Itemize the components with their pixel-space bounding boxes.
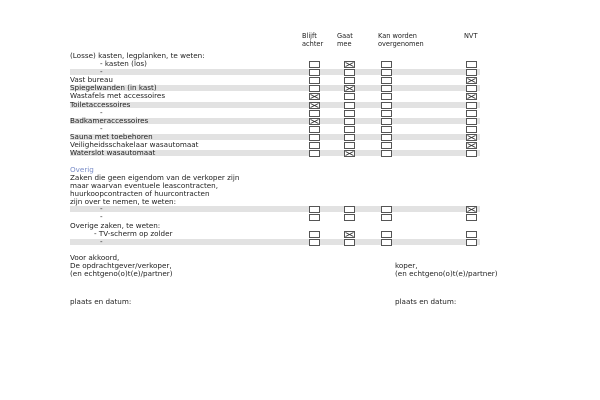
checkbox-gaat-mee[interactable] <box>344 239 355 246</box>
row-label: Waterslot wasautomaat <box>70 148 156 158</box>
checkbox-kan-worden-overgenomen[interactable] <box>381 93 392 100</box>
checkbox-blijft-achter[interactable] <box>309 150 320 157</box>
checkbox-nvt[interactable] <box>466 231 477 238</box>
cross-mark-icon <box>310 94 319 99</box>
place-date-right: plaats en datum: <box>395 297 457 306</box>
seller-partner-label: (en echtgeno(o)t(e)/partner) <box>70 269 173 278</box>
checkbox-nvt[interactable] <box>466 126 477 133</box>
row-label: Wastafels met accessoires <box>70 91 166 101</box>
cross-mark-icon <box>467 143 476 148</box>
row-label: - <box>100 67 103 77</box>
checkbox-gaat-mee[interactable] <box>344 150 355 157</box>
column-header-blijft-achter: Blijft achter <box>302 32 324 48</box>
checkbox-gaat-mee[interactable] <box>344 61 355 68</box>
cross-mark-icon <box>345 232 354 237</box>
checkbox-kan-worden-overgenomen[interactable] <box>381 85 392 92</box>
checkbox-gaat-mee[interactable] <box>344 69 355 76</box>
row-label: Badkameraccessoires <box>70 115 149 125</box>
checkbox-blijft-achter[interactable] <box>309 126 320 133</box>
checkbox-kan-worden-overgenomen[interactable] <box>381 142 392 149</box>
checkbox-kan-worden-overgenomen[interactable] <box>381 77 392 84</box>
agree-text: Voor akkoord, <box>70 253 120 262</box>
checkbox-nvt[interactable] <box>466 69 477 76</box>
cross-mark-icon <box>345 62 354 67</box>
checkbox-gaat-mee[interactable] <box>344 102 355 109</box>
checkbox-blijft-achter[interactable] <box>309 93 320 100</box>
row-shading <box>70 239 480 245</box>
checkbox-kan-worden-overgenomen[interactable] <box>381 134 392 141</box>
checkbox-kan-worden-overgenomen[interactable] <box>381 231 392 238</box>
seller-label: De opdrachtgever/verkoper, <box>70 261 172 270</box>
column-header-gaat-mee: Gaat mee <box>337 32 353 48</box>
place-date-left: plaats en datum: <box>70 297 132 306</box>
checkbox-blijft-achter[interactable] <box>309 206 320 213</box>
checkbox-nvt[interactable] <box>466 239 477 246</box>
row-label: Veiligheidsschakelaar wasautomaat <box>70 140 199 149</box>
checkbox-blijft-achter[interactable] <box>309 77 320 84</box>
column-header-kan-worden-overgenomen: Kan worden overgenomen <box>378 32 424 48</box>
checkbox-gaat-mee[interactable] <box>344 231 355 238</box>
buyer-partner-label: (en echtgeno(o)t(e)/partner) <box>395 269 498 278</box>
checkbox-gaat-mee[interactable] <box>344 134 355 141</box>
section-heading-overige-zaken: Overige zaken, te weten: <box>70 221 161 230</box>
checkbox-blijft-achter[interactable] <box>309 102 320 109</box>
checkbox-kan-worden-overgenomen[interactable] <box>381 102 392 109</box>
overig-paragraph-line-3: huurkoopcontracten of huurcontracten <box>70 189 210 198</box>
cross-mark-icon <box>467 78 476 83</box>
checkbox-kan-worden-overgenomen[interactable] <box>381 69 392 76</box>
checkbox-kan-worden-overgenomen[interactable] <box>381 206 392 213</box>
row-shading <box>70 99 480 109</box>
checkbox-kan-worden-overgenomen[interactable] <box>381 150 392 157</box>
checkbox-gaat-mee[interactable] <box>344 110 355 117</box>
checkbox-blijft-achter[interactable] <box>309 69 320 76</box>
cross-mark-icon <box>345 86 354 91</box>
overig-paragraph-line-2: maar waarvan eventuele leascontracten, <box>70 181 219 190</box>
checkbox-kan-worden-overgenomen[interactable] <box>381 126 392 133</box>
checkbox-gaat-mee[interactable] <box>344 85 355 92</box>
checkbox-gaat-mee[interactable] <box>344 93 355 100</box>
checkbox-blijft-achter[interactable] <box>309 142 320 149</box>
checkbox-nvt[interactable] <box>466 85 477 92</box>
checkbox-kan-worden-overgenomen[interactable] <box>381 214 392 221</box>
checkbox-gaat-mee[interactable] <box>344 142 355 149</box>
row-label: - TV-scherm op zolder <box>94 229 173 238</box>
checkbox-kan-worden-overgenomen[interactable] <box>381 110 392 117</box>
row-label: - <box>100 212 103 221</box>
cross-mark-icon <box>310 103 319 108</box>
overig-paragraph-line-1: Zaken die geen eigendom van de verkoper zijn <box>70 173 240 182</box>
checkbox-nvt[interactable] <box>466 61 477 68</box>
row-label: Spiegelwanden (in kast) <box>70 83 157 93</box>
checkbox-nvt[interactable] <box>466 110 477 117</box>
checkbox-blijft-achter[interactable] <box>309 231 320 238</box>
checkbox-gaat-mee[interactable] <box>344 118 355 125</box>
checkbox-nvt[interactable] <box>466 134 477 141</box>
row-label: Toiletaccessoires <box>70 99 131 109</box>
checkbox-blijft-achter[interactable] <box>309 110 320 117</box>
cross-mark-icon <box>345 151 354 156</box>
checkbox-blijft-achter[interactable] <box>309 134 320 141</box>
row-label: - <box>100 237 103 246</box>
checkbox-nvt[interactable] <box>466 206 477 213</box>
checkbox-nvt[interactable] <box>466 102 477 109</box>
column-header-nvt: NVT <box>464 32 478 40</box>
checkbox-blijft-achter[interactable] <box>309 214 320 221</box>
checkbox-gaat-mee[interactable] <box>344 214 355 221</box>
checkbox-kan-worden-overgenomen[interactable] <box>381 61 392 68</box>
checkbox-nvt[interactable] <box>466 150 477 157</box>
checkbox-blijft-achter[interactable] <box>309 118 320 125</box>
checkbox-nvt[interactable] <box>466 214 477 221</box>
checkbox-nvt[interactable] <box>466 142 477 149</box>
cross-mark-icon <box>467 207 476 212</box>
checkbox-blijft-achter[interactable] <box>309 239 320 246</box>
row-label: - <box>100 107 103 117</box>
row-label: - kasten (los) <box>100 59 147 68</box>
checkbox-kan-worden-overgenomen[interactable] <box>381 118 392 125</box>
cross-mark-icon <box>467 135 476 140</box>
checkbox-nvt[interactable] <box>466 77 477 84</box>
checkbox-gaat-mee[interactable] <box>344 206 355 213</box>
row-shading <box>70 69 480 75</box>
cross-mark-icon <box>310 119 319 124</box>
checkbox-nvt[interactable] <box>466 118 477 125</box>
checkbox-nvt[interactable] <box>466 93 477 100</box>
row-label: Vast bureau <box>70 75 113 85</box>
overig-paragraph-line-4: zijn over te nemen, te weten: <box>70 197 177 206</box>
checkbox-gaat-mee[interactable] <box>344 77 355 84</box>
section-heading-kasten: (Losse) kasten, legplanken, te weten: <box>70 51 205 60</box>
checkbox-blijft-achter[interactable] <box>309 61 320 68</box>
row-label: - <box>100 123 103 133</box>
checkbox-gaat-mee[interactable] <box>344 126 355 133</box>
checkbox-blijft-achter[interactable] <box>309 85 320 92</box>
row-label: Sauna met toebehoren <box>70 131 153 141</box>
cross-mark-icon <box>467 94 476 99</box>
buyer-label: koper, <box>395 261 418 270</box>
overig-title: Overig <box>70 165 94 174</box>
checkbox-kan-worden-overgenomen[interactable] <box>381 239 392 246</box>
row-shading <box>70 206 480 212</box>
row-label: - <box>100 204 103 213</box>
